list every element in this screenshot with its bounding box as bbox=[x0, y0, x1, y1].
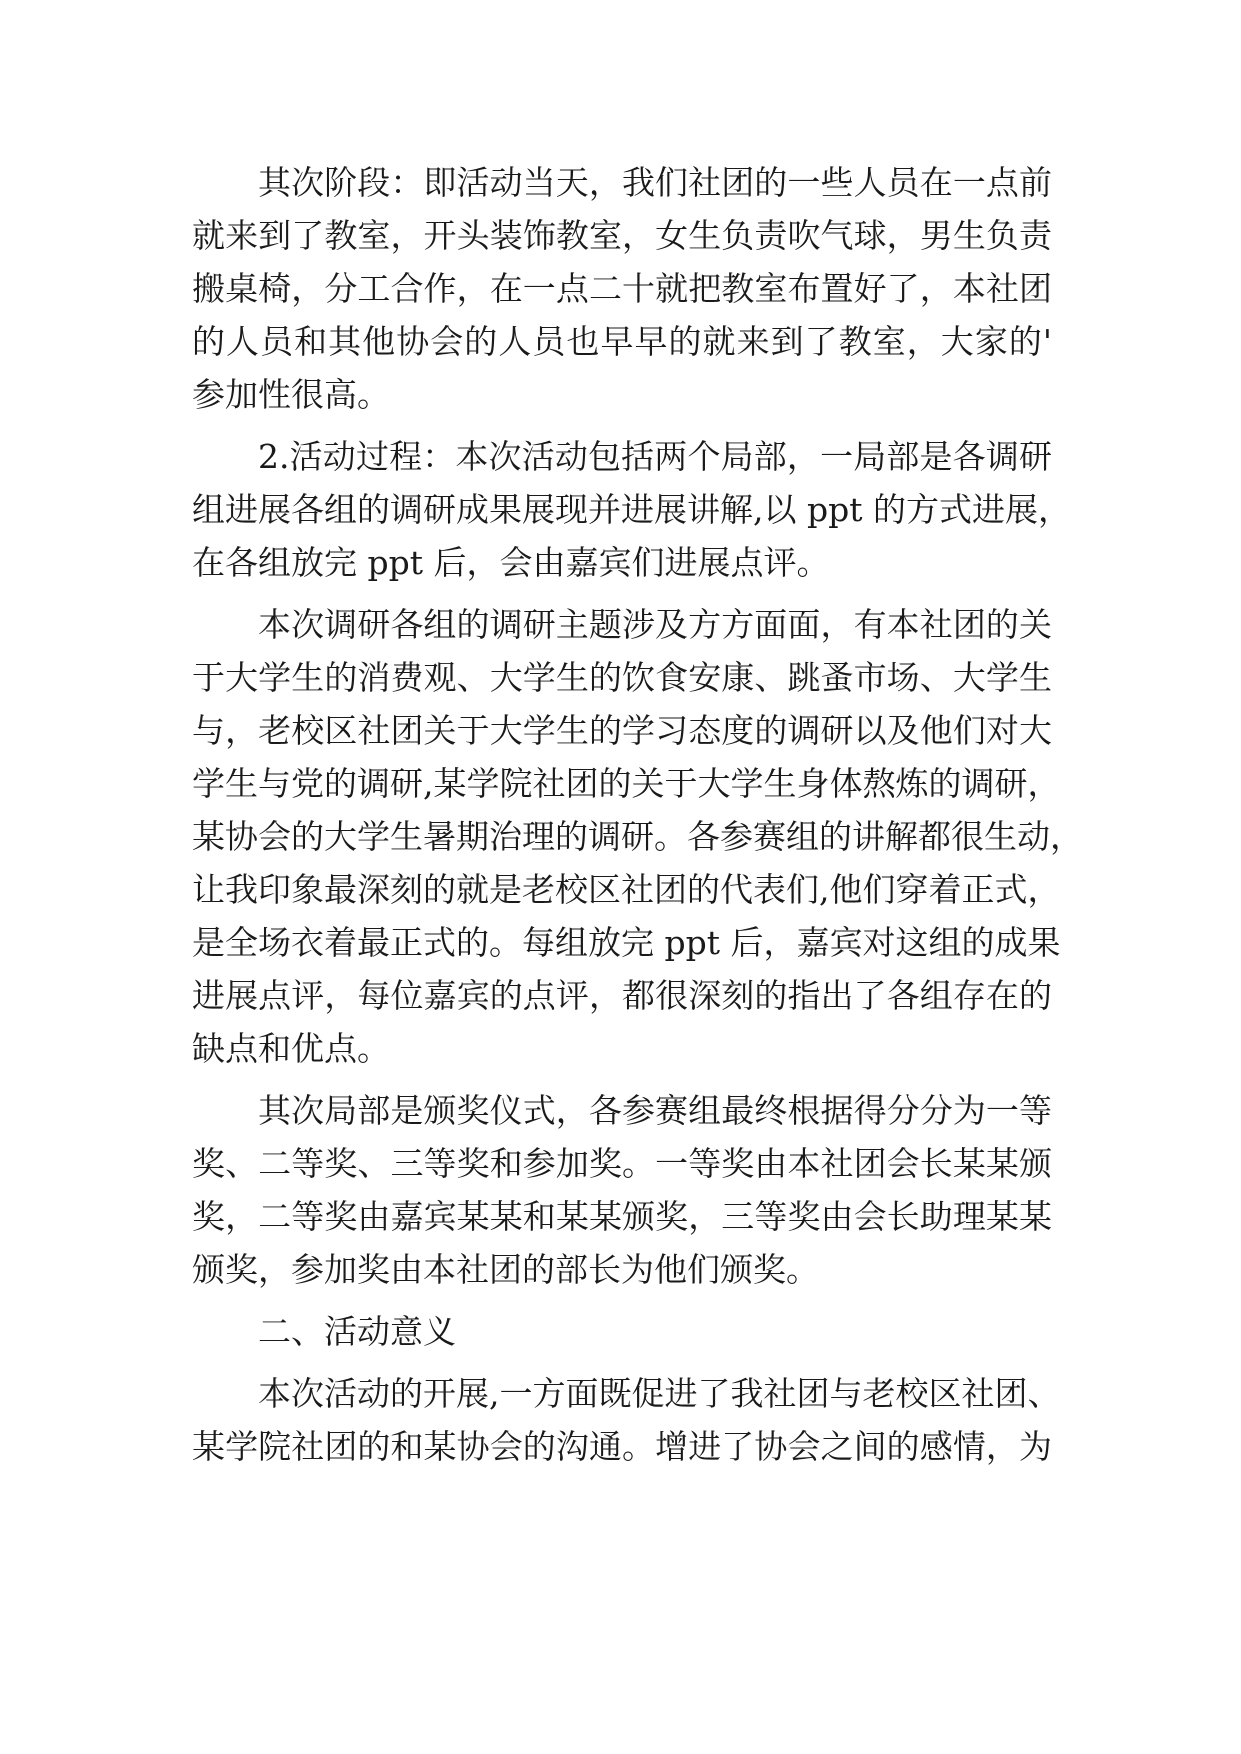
heading-line: 二、活动意义 bbox=[258, 1312, 456, 1351]
text-line: 就来到了教室，开头装饰教室，女生负责吹气球，男生负责 bbox=[192, 216, 1052, 255]
text-line: 奖，二等奖由嘉宾某某和某某颁奖，三等奖由会长助理某某 bbox=[192, 1197, 1052, 1236]
paragraph-gap bbox=[192, 589, 1052, 598]
text-line: 的人员和其他协会的人员也早早的就来到了教室，大家的' bbox=[192, 322, 1052, 361]
text-line: 学生与党的调研,某学院社团的关于大学生身体熬炼的调研， bbox=[192, 764, 1061, 803]
paragraph-gap bbox=[192, 421, 1052, 430]
text-line: 某协会的大学生暑期治理的调研。各参赛组的讲解都很生动， bbox=[192, 817, 1083, 856]
text-line: 与，老校区社团关于大学生的学习态度的调研以及他们对大 bbox=[192, 711, 1052, 750]
text-line: 颁奖，参加奖由本社团的部长为他们颁奖。 bbox=[192, 1250, 819, 1289]
paragraph-gap bbox=[192, 1296, 1052, 1305]
text-line: 2.活动过程：本次活动包括两个局部，一局部是各调研 bbox=[258, 437, 1052, 476]
text-line: 某学院社团的和某协会的沟通。增进了协会之间的感情，为 bbox=[192, 1427, 1052, 1466]
text-line: 参加性很高。 bbox=[192, 375, 390, 414]
text-line: 于大学生的消费观、大学生的饮食安康、跳蚤市场、大学生 bbox=[192, 658, 1052, 697]
text-line: 其次阶段：即活动当天，我们社团的一些人员在一点前 bbox=[258, 163, 1052, 202]
paragraph bbox=[192, 430, 1071, 589]
text-line: 是全场衣着最正式的。每组放完 ppt 后，嘉宾对这组的成果 bbox=[192, 923, 1061, 962]
paragraph bbox=[192, 1084, 1052, 1296]
paragraph-gap bbox=[192, 1358, 1052, 1367]
paragraph bbox=[192, 1367, 1061, 1473]
text-line: 搬桌椅，分工合作，在一点二十就把教室布置好了，本社团 bbox=[192, 269, 1052, 308]
text-line: 组进展各组的调研成果展现并进展讲解,以 ppt 的方式进展， bbox=[192, 490, 1071, 529]
text-line: 本次调研各组的调研主题涉及方方面面，有本社团的关 bbox=[258, 605, 1052, 644]
paragraph-gap bbox=[192, 1075, 1052, 1084]
text-line: 让我印象最深刻的就是老校区社团的代表们,他们穿着正式， bbox=[192, 870, 1061, 909]
text-line: 奖、二等奖、三等奖和参加奖。一等奖由本社团会长某某颁 bbox=[192, 1144, 1052, 1183]
section-heading bbox=[192, 1305, 1052, 1358]
text-line: 在各组放完 ppt 后，会由嘉宾们进展点评。 bbox=[192, 543, 830, 582]
text-line: 进展点评，每位嘉宾的点评，都很深刻的指出了各组存在的 bbox=[192, 976, 1052, 1015]
text-line: 缺点和优点。 bbox=[192, 1029, 390, 1068]
paragraph bbox=[192, 156, 1052, 421]
text-line: 本次活动的开展,一方面既促进了我社团与老校区社团、 bbox=[258, 1374, 1061, 1413]
text-line: 其次局部是颁奖仪式，各参赛组最终根据得分分为一等 bbox=[258, 1091, 1052, 1130]
document-body bbox=[192, 156, 1083, 1473]
paragraph bbox=[192, 598, 1083, 1075]
